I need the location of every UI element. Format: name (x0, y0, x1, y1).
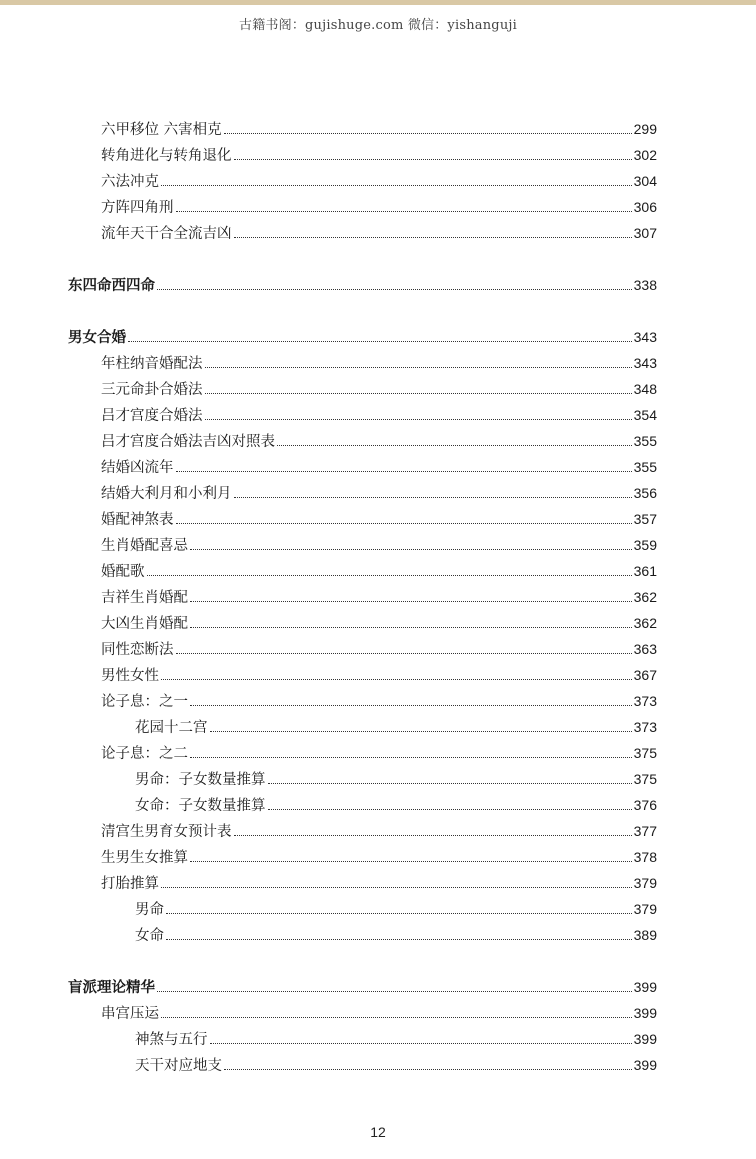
toc-entry-page: 399 (633, 1005, 657, 1021)
dot-leader (147, 575, 632, 576)
toc-entry-page: 377 (633, 823, 657, 839)
toc-entry-title: 打胎推算 (101, 876, 159, 892)
toc-entry[interactable] (101, 170, 657, 192)
toc-entry-title: 清宫生男育女预计表 (101, 824, 232, 840)
toc-entry-title: 婚配神煞表 (101, 512, 174, 528)
dot-leader (161, 1017, 632, 1018)
toc-entry[interactable] (101, 404, 657, 426)
toc-entry-title: 结婚大利月和小利月 (101, 486, 232, 502)
toc-entry[interactable] (101, 560, 657, 582)
toc-entry-page: 307 (633, 225, 657, 241)
toc-entry[interactable] (135, 924, 657, 946)
toc-entry-page: 379 (633, 901, 657, 917)
dot-leader (157, 289, 632, 290)
site-watermark-header: 古籍书阁：gujishuge.com 微信：yishanguji (239, 18, 517, 33)
toc-entry[interactable] (101, 846, 657, 868)
toc-entry[interactable] (101, 1002, 657, 1024)
toc-entry[interactable] (135, 768, 657, 790)
toc-entry[interactable] (101, 482, 657, 504)
toc-entry[interactable] (101, 612, 657, 634)
toc-entry-title: 大凶生肖婚配 (101, 616, 188, 632)
dot-leader (190, 601, 632, 602)
toc-entry-page: 367 (633, 667, 657, 683)
toc-entry[interactable] (101, 820, 657, 842)
dot-leader (234, 497, 632, 498)
toc-entry-title: 盲派理论精华 (68, 980, 155, 996)
toc-chapter-entry[interactable] (68, 274, 657, 296)
dot-leader (190, 861, 632, 862)
toc-entry-page: 389 (633, 927, 657, 943)
toc-entry-title: 男女合婚 (68, 330, 126, 346)
toc-entry-title: 男命 (135, 902, 164, 918)
dot-leader (234, 159, 632, 160)
dot-leader (210, 1043, 632, 1044)
dot-leader (210, 731, 632, 732)
dot-leader (224, 133, 632, 134)
dot-leader (190, 549, 632, 550)
toc-entry-page: 399 (633, 979, 657, 995)
toc-chapter-entry[interactable] (68, 976, 657, 998)
toc-entry-page: 356 (633, 485, 657, 501)
toc-entry-title: 吉祥生肖婚配 (101, 590, 188, 606)
toc-entry[interactable] (135, 1054, 657, 1076)
toc-entry-title: 论子息：之一 (101, 694, 188, 710)
dot-leader (161, 679, 632, 680)
dot-leader (205, 393, 632, 394)
toc-entry[interactable] (101, 378, 657, 400)
toc-entry[interactable] (101, 196, 657, 218)
dot-leader (224, 1069, 632, 1070)
toc-entry[interactable] (101, 144, 657, 166)
toc-entry-page: 338 (633, 277, 657, 293)
page-number: 12 (370, 1124, 386, 1140)
toc-entry-title: 结婚凶流年 (101, 460, 174, 476)
dot-leader (176, 523, 632, 524)
toc-entry[interactable] (135, 898, 657, 920)
toc-entry[interactable] (101, 664, 657, 686)
toc-entry-title: 流年天干合全流吉凶 (101, 226, 232, 242)
dot-leader (190, 757, 632, 758)
toc-entry-title: 天干对应地支 (135, 1058, 222, 1074)
toc-entry-page: 304 (633, 173, 657, 189)
toc-entry-title: 婚配歌 (101, 564, 145, 580)
dot-leader (205, 419, 632, 420)
toc-entry-page: 399 (633, 1031, 657, 1047)
dot-leader (157, 991, 632, 992)
toc-entry-title: 东四命西四命 (68, 278, 155, 294)
toc-entry-title: 女命 (135, 928, 164, 944)
toc-entry-page: 375 (633, 771, 657, 787)
toc-entry-title: 串宫压运 (101, 1006, 159, 1022)
toc-entry-title: 三元命卦合婚法 (101, 382, 203, 398)
toc-entry-page: 376 (633, 797, 657, 813)
dot-leader (166, 913, 632, 914)
dot-leader (234, 237, 632, 238)
toc-entry-title: 年柱纳音婚配法 (101, 356, 203, 372)
toc-entry-page: 359 (633, 537, 657, 553)
toc-entry-page: 373 (633, 719, 657, 735)
dot-leader (268, 809, 632, 810)
dot-leader (161, 887, 632, 888)
dot-leader (234, 835, 632, 836)
dot-leader (161, 185, 632, 186)
toc-entry-title: 生男生女推算 (101, 850, 188, 866)
toc-entry-page: 378 (633, 849, 657, 865)
toc-entry-title: 生肖婚配喜忌 (101, 538, 188, 554)
toc-entry-title: 同性恋断法 (101, 642, 174, 658)
toc-entry-page: 343 (633, 329, 657, 345)
toc-entry-page: 362 (633, 615, 657, 631)
toc-entry[interactable] (101, 508, 657, 530)
toc-entry[interactable] (101, 638, 657, 660)
dot-leader (176, 471, 632, 472)
toc-entry-title: 女命：子女数量推算 (135, 798, 266, 814)
toc-entry-page: 355 (633, 459, 657, 475)
toc-entry-page: 355 (633, 433, 657, 449)
dot-leader (176, 211, 632, 212)
toc-entry[interactable] (101, 118, 657, 140)
toc-entry-page: 399 (633, 1057, 657, 1073)
toc-entry-page: 306 (633, 199, 657, 215)
toc-entry-title: 论子息：之二 (101, 746, 188, 762)
toc-entry-title: 神煞与五行 (135, 1032, 208, 1048)
toc-entry-title: 六法冲克 (101, 174, 159, 190)
toc-entry[interactable] (101, 456, 657, 478)
dot-leader (205, 367, 632, 368)
toc-entry[interactable] (101, 586, 657, 608)
toc-entry-page: 361 (633, 563, 657, 579)
toc-entry[interactable] (101, 222, 657, 244)
dot-leader (190, 705, 632, 706)
toc-entry-page: 302 (633, 147, 657, 163)
toc-entry-page: 357 (633, 511, 657, 527)
toc-entry-page: 343 (633, 355, 657, 371)
toc-entry[interactable] (101, 872, 657, 894)
toc-entry-title: 吕才宫度合婚法吉凶对照表 (101, 434, 275, 450)
toc-entry-title: 花园十二宫 (135, 720, 208, 736)
toc-entry-page: 354 (633, 407, 657, 423)
toc-entry[interactable] (101, 430, 657, 452)
toc-entry[interactable] (101, 690, 657, 712)
dot-leader (190, 627, 632, 628)
toc-entry[interactable] (101, 352, 657, 374)
toc-entry[interactable] (135, 716, 657, 738)
toc-entry[interactable] (101, 742, 657, 764)
toc-entry[interactable] (101, 534, 657, 556)
dot-leader (128, 341, 632, 342)
toc-chapter-entry[interactable] (68, 326, 657, 348)
toc-entry-page: 375 (633, 745, 657, 761)
dot-leader (268, 783, 632, 784)
toc-entry-page: 373 (633, 693, 657, 709)
toc-entry-title: 六甲移位 六害相克 (101, 122, 222, 138)
dot-leader (176, 653, 632, 654)
toc-entry-title: 男性女性 (101, 668, 159, 684)
toc-entry[interactable] (135, 1028, 657, 1050)
toc-entry-page: 348 (633, 381, 657, 397)
toc-entry-title: 方阵四角刑 (101, 200, 174, 216)
toc-entry-page: 379 (633, 875, 657, 891)
toc-entry-title: 转角进化与转角退化 (101, 148, 232, 164)
toc-entry-title: 吕才宫度合婚法 (101, 408, 203, 424)
toc-entry[interactable] (135, 794, 657, 816)
toc-entry-page: 362 (633, 589, 657, 605)
dot-leader (277, 445, 632, 446)
dot-leader (166, 939, 632, 940)
toc-entry-title: 男命：子女数量推算 (135, 772, 266, 788)
toc-entry-page: 299 (633, 121, 657, 137)
toc-entry-page: 363 (633, 641, 657, 657)
